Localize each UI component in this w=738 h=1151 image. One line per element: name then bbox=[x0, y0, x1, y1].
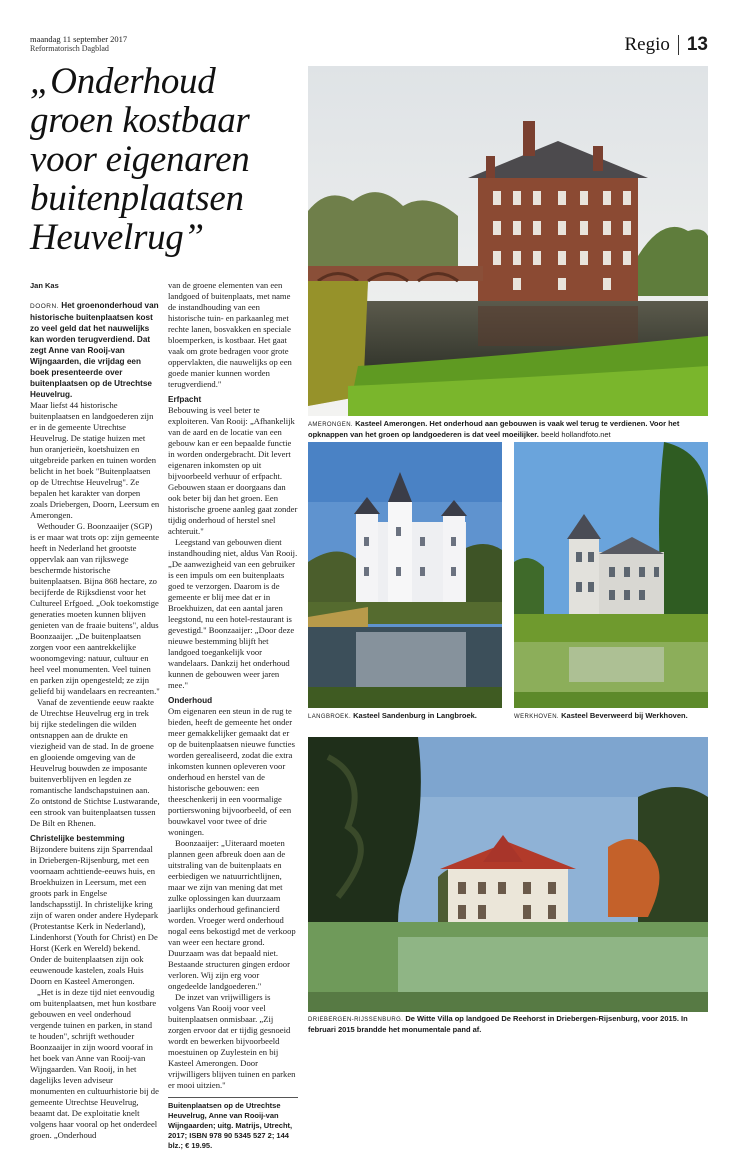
photo-kasteel-sandenburg bbox=[308, 442, 502, 708]
article-lead bbox=[30, 300, 160, 400]
photo-caption bbox=[308, 419, 718, 440]
dateline: DOORN. bbox=[30, 303, 59, 310]
article-headline: „Onderhoud groen kostbaar voor eigenaren buitenplaatsen Heuvelrug” bbox=[30, 61, 250, 258]
photo-kasteel-beverweerd bbox=[514, 442, 708, 708]
caption-text: Kasteel Sandenburg in Langbroek. bbox=[353, 711, 477, 720]
photo-credit: beeld hollandfoto.net bbox=[540, 430, 611, 439]
subheading: Onderhoud bbox=[168, 696, 213, 705]
caption-place: DRIEBERGEN-RIJSSENBURG. bbox=[308, 1017, 404, 1023]
issue-date: maandag 11 september 2017 bbox=[30, 34, 128, 44]
book-info: Buitenplaatsen op de Utrechtse Heuvelrug, Anne van Rooij-van Wijngaarden; uitg. Matrijs, Utrecht, 2017; ISBN 978 90 5345 527 2; 144 blz.; € 19.95. bbox=[168, 1097, 298, 1151]
body-paragraph: Boonzaaijer: „Uiteraard moeten plannen geen afbreuk doen aan de uitstraling van de buitenplaats en eerbiedigen we natuurrichtlijnen, maar we zijn van mening dat met zulke oplossingen kan duurzaam jaarlijks onderhoud gefinancierd worden. Vroeger werd onderhoud nogal eens bekostigd met de verkoop van weer een hectare grond. Duurzaam was dat bepaald niet. Bestaande structuren gingen erdoor verloren. Wij zijn erg voor ongedeelde landgoederen." bbox=[168, 838, 296, 991]
newspaper-name: Reformatorisch Dagblad bbox=[30, 44, 109, 53]
subheading: Erfpacht bbox=[168, 395, 202, 404]
caption-place: WERKHOVEN. bbox=[514, 714, 560, 720]
author-byline: Jan Kas bbox=[30, 281, 59, 290]
photo-caption bbox=[514, 711, 710, 722]
body-paragraph: De inzet van vrijwilligers is volgens Van Rooij voor veel buitenplaatsen onmisbaar. „Zij zorgen ervoor dat er tijdig gesnoeid wordt en bewerken bijvoorbeeld moestuinen op Zuylestein en bij Kasteel Amerongen. Door vrijwilligers blijven tuinen en parken er mooi uitzien." bbox=[168, 992, 296, 1090]
body-paragraph: Wethouder G. Boonzaaijer (SGP) is er maar wat trots op: zijn gemeente heeft in Nederland het grootste oppervlak aan van rijkswege beschermde historische buitenplaatsen. Bijna 868 hectare, zo becijferde de Rijksdienst voor het Cultureel Erfgoed. „Ook toekomstige generaties moeten kunnen blijven genieten van de fraaie buitens", aldus Boonzaaijer. „De buitenplaatsen zorgen voor een aantrekkelijke woonomgeving: natuur, cultuur en heel veel monumenten. Veel tuinen en parken zijn opengesteld; ze zijn geliefd bij wandelaars en recreanten." bbox=[30, 521, 160, 696]
photo-caption bbox=[308, 711, 504, 722]
photo-kasteel-amerongen bbox=[308, 66, 708, 416]
body-paragraph: „Het is in deze tijd niet eenvoudig om buitenplaatsen, met hun kostbare gebouwen en veel onderhoud vergende tuinen en parken, in stand te houden", schrijft wethouder Boonzaaijer in zijn woord vooraf in het boek van Anne van Rooij-van Wijngaarden. Van Rooij, in het dagelijks leven adviseur monumenten en cultuurhistorie bij de gemeente Utrechtse Heuvelrug, beaamt dat. De exploitatie knelt volgens haar vooral op het onderdeel groen. „Onderhoud bbox=[30, 987, 159, 1140]
body-paragraph: Bebouwing is veel beter te exploiteren. Van Rooij: „Afhankelijk van de aard en de locatie van een gebouw kan er een bepaalde functie in worden ondergebracht. Dit levert eigenaren inkomsten op uit bijvoorbeeld verhuur of erfpacht. Gebouwen staan er doorgaans dan ook beter bij dan het groen. Een historische groene aanleg gaat zonder tijdig onderhoud of herstel snel achteruit." bbox=[168, 405, 298, 536]
page-header bbox=[624, 34, 708, 56]
caption-place: LANGBROEK. bbox=[308, 714, 352, 720]
subheading: Christelijke bestemming bbox=[30, 834, 125, 843]
body-paragraph: Bijzondere buitens zijn Sparrendaal in Driebergen-Rijsenburg, met een voornaam achttiende-eeuws huis, en Broekhuizen in Leersum, met een groots park in Engelse landschapsstijl. In christelijke kring zijn of waren onder andere Hydepark (Protestantse Kerk in Nederland), Lindenhorst (Youth for Christ) en De Horst (Kerk en Wereld) bekend. Onder de buitenplaatsen zijn ook eeuwenoude kastelen, zoals Huis Doorn en Kasteel Amerongen. bbox=[30, 844, 159, 986]
page-number: 13 bbox=[686, 34, 708, 55]
body-paragraph: Om eigenaren een steun in de rug te bieden, heeft de gemeente het onder meer gemakkelijker gemaakt dat er op de buitenplaatsen nieuwe functies worden gerealiseerd, zodat die extra inkomsten kunnen opleveren voor onderhoud en herstel van de historische gebouwen: een theeschenkerij in een voormalige portierswoning bijvoorbeeld, of een bouwkavel voor twee of drie woningen. bbox=[168, 706, 295, 837]
photo-caption bbox=[308, 1014, 710, 1035]
caption-text: Kasteel Amerongen. Het onderhoud aan gebouwen is vaak wel terug te verdienen. Voor het opknappen van het groen op landgoederen is dat veel moeilijker. bbox=[308, 419, 680, 439]
caption-text: De Witte Villa op landgoed De Reehorst in Driebergen-Rijsenburg, voor 2015. In februari 2015 brandde het monumentale pand af. bbox=[308, 1014, 688, 1034]
photo-de-witte-villa bbox=[308, 737, 708, 1012]
article-column-2 bbox=[168, 280, 298, 1151]
body-paragraph: van de groene elementen van een landgoed of buitenplaats, met name de instandhouding van een historische tuin- en parkaanleg met rechte lanen, bosvakken en speciale bloemperken, is kostbaar. Het gaat vaak om grote bedragen voor grote oppervlakten, die nauwelijks op een goede manier kunnen worden terugverdiend." bbox=[168, 280, 292, 389]
section-name: Regio bbox=[624, 35, 678, 55]
caption-place: AMERONGEN. bbox=[308, 422, 354, 428]
caption-text: Kasteel Beverweerd bij Werkhoven. bbox=[561, 711, 688, 720]
body-paragraph: Leegstand van gebouwen dient instandhouding niet, aldus Van Rooij. „De aanwezigheid van een gebruiker is een impuls om een buitenplaats goed te verzorgen. Daarom is de gemeente er blij mee dat er in Broekhuizen, dat een aantal jaren leegstond, nu een hotel-restaurant is gevestigd." Boonzaaijer: „Door deze nieuwe bestemming blijft het landgoed toegankelijk voor wandelaars. Dankzij het onderhoud kunnen de gebouwen weer jaren mee." bbox=[168, 537, 298, 690]
lead-text: Het groenonderhoud van historische buitenplaatsen kost zo veel geld dat het nauwelijks kan worden terugverdiend. Dat zegt Anne van Rooij-van Wijngaarden, die vrijdag een boek presenteerde over buitenplaatsen op de Utrechtse Heuvelrug. bbox=[30, 301, 159, 399]
article-column-1 bbox=[30, 280, 160, 1141]
body-paragraph: Maar liefst 44 historische buitenplaatsen en landgoederen zijn er in de gemeente Utrechtse Heuvelrug. De statige huizen met hun oranjerieën, koetshuizen en uitgebreide parken en tuinen worden belicht in het boek "Buitenplaatsen op de Utrechtse Heuvelrug". Ze bepalen het karakter van dorpen zoals Driebergen, Doorn, Leersum en Amerongen. bbox=[30, 400, 160, 520]
body-paragraph: Vanaf de zeventiende eeuw raakte de Utrechtse Heuvelrug erg in trek bij rijke stedelingen die wilden ontsnappen aan de drukte en viezigheid van de stad. In de groene en glooiende omgeving van de Heuvelrug bouwden ze imposante buitenverblijven en legden ze romantische landschapstuinen aan. Zo ontstond de Stichtse Lustwarande, een strook van buitenplaatsen tussen De Bilt en Rhenen. bbox=[30, 697, 160, 828]
